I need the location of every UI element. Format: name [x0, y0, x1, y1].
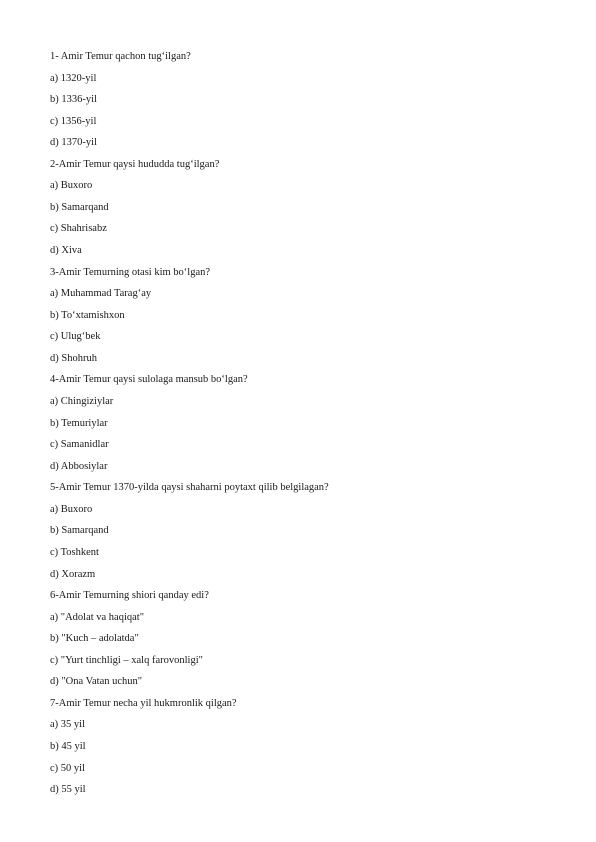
question-4-option-d: d) Abbosiylar [50, 461, 108, 472]
question-1-option-a: a) 1320-yil [50, 73, 97, 84]
question-6-text: 6-Amir Temurning shiori qanday edi? [50, 590, 209, 601]
question-2-option-c: c) Shahrisabz [50, 223, 107, 234]
question-5-option-d: d) Xorazm [50, 569, 96, 580]
question-5-text: 5-Amir Temur 1370-yilda qaysi shaharni poytaxt qilib belgilagan? [50, 482, 329, 493]
question-2-option-d: d) Xiva [50, 245, 82, 256]
question-7-text: 7-Amir Temur necha yil hukmronlik qilgan? [50, 698, 237, 709]
question-7-option-c: c) 50 yil [50, 763, 85, 774]
question-7-option-a: a) 35 yil [50, 719, 85, 730]
question-7-option-b: b) 45 yil [50, 741, 86, 752]
question-4-text: 4-Amir Temur qaysi sulolaga mansub bo‘lgan? [50, 374, 248, 385]
question-2-option-a: a) Buxoro [50, 180, 93, 191]
question-6-option-b: b) "Kuch – adolatda" [50, 633, 139, 644]
question-3-option-d: d) Shohruh [50, 353, 97, 364]
question-1-option-b: b) 1336-yil [50, 94, 97, 105]
question-5-option-b: b) Samarqand [50, 525, 109, 536]
question-3-option-c: c) Ulug‘bek [50, 331, 101, 342]
question-4-option-b: b) Temuriylar [50, 418, 108, 429]
question-1-option-d: d) 1370-yil [50, 137, 97, 148]
question-7-option-d: d) 55 yil [50, 784, 86, 795]
question-3-option-b: b) To‘xtamishxon [50, 310, 125, 321]
question-2-text: 2-Amir Temur qaysi hududda tug‘ilgan? [50, 159, 220, 170]
question-2-option-b: b) Samarqand [50, 202, 109, 213]
question-3-text: 3-Amir Temurning otasi kim bo‘lgan? [50, 267, 211, 278]
question-6-option-c: c) "Yurt tinchligi – xalq farovonligi" [50, 655, 203, 666]
question-4-option-a: a) Chingiziylar [50, 396, 114, 407]
question-5-option-c: c) Toshkent [50, 547, 99, 558]
question-3-option-a: a) Muhammad Tarag‘ay [50, 288, 152, 299]
question-6-option-d: d) "Ona Vatan uchun" [50, 676, 143, 687]
question-1-option-c: c) 1356-yil [50, 116, 97, 127]
question-5-option-a: a) Buxoro [50, 504, 93, 515]
question-4-option-c: c) Samanidlar [50, 439, 109, 450]
question-6-option-a: a) "Adolat va haqiqat" [50, 612, 144, 623]
question-1-text: 1- Amir Temur qachon tug‘ilgan? [50, 51, 191, 62]
